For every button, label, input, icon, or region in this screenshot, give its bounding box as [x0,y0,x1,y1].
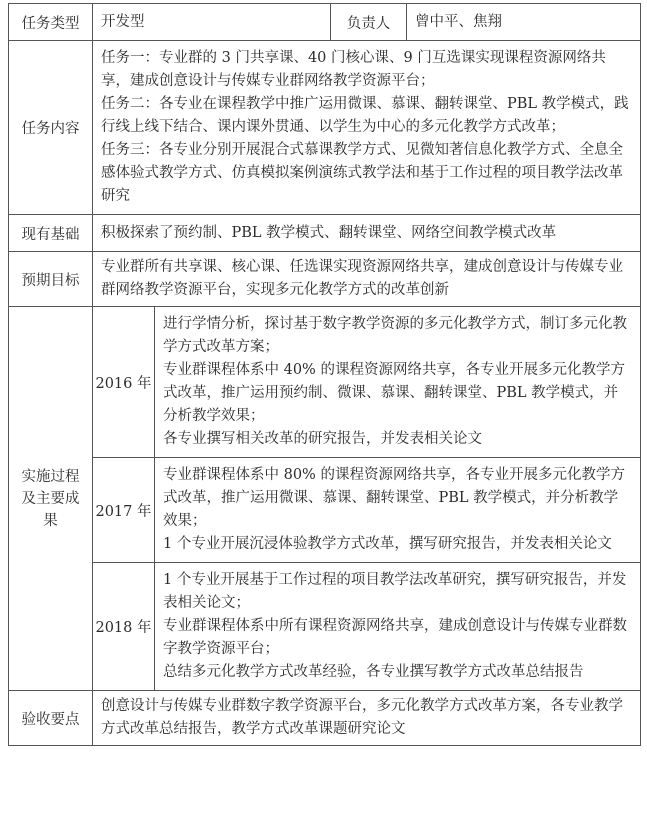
row-existing-basis [9,215,641,252]
owner-value: 曾中平、焦翔 [407,4,641,41]
row-acceptance [9,691,641,746]
existing-basis-label: 现有基础 [9,215,93,252]
year-paragraph: 1 个专业开展基于工作过程的项目教学法改革研究，撰写研究报告，并发表相关论文； [163,572,627,611]
row-process-2016 [9,307,641,458]
year-paragraph: 专业群课程体系中 40% 的课程资源网络共享，各专业开展多元化教学方式改革，推广运用预约制、微课、慕课、翻转课堂、PBL 教学模式，并分析教学效果； [163,362,625,424]
process-label: 实施过程及主要成果 [9,307,93,691]
task-table [8,3,641,746]
task-content-value [93,41,641,215]
task-table-document [8,3,640,746]
existing-basis-value: 积极探索了预约制、PBL 教学模式、翻转课堂、网络空间教学模式改革 [93,215,641,252]
year-paragraph: 各专业撰写相关改革的研究报告，并发表相关论文 [163,431,482,447]
task-content-paragraph: 任务一：专业群的 3 门共享课、40 门核心课、9 门互选课实现课程资源网络共享，建成创意设计与传媒专业群网络教学资源平台； [101,50,606,89]
row-task-type [9,4,641,41]
expected-goal-value: 专业群所有共享课、核心课、任选课实现资源网络共享，建成创意设计与传媒专业群网络教学资源平台，实现多元化教学方式的改革创新 [93,252,641,307]
row-process-2018 [9,563,641,691]
task-content-paragraph: 任务三：各专业分别开展混合式慕课教学方式、见微知著信息化教学方式、全息全感体验式教学方式、仿真模拟案例演练式教学法和基于工作过程的项目教学法改革研究 [101,142,623,204]
year-content [155,458,641,563]
task-type-label: 任务类型 [9,4,93,41]
expected-goal-label: 预期目标 [9,252,93,307]
year-content [155,563,641,691]
acceptance-label: 验收要点 [9,691,93,746]
row-task-content [9,41,641,215]
year-paragraph: 总结多元化教学方式改革经验，各专业撰写教学方式改革总结报告 [163,664,584,680]
year-label: 2016 年 [93,307,155,458]
year-paragraph: 专业群课程体系中 80% 的课程资源网络共享，各专业开展多元化教学方式改革，推广运用微课、慕课、翻转课堂、PBL 教学模式，并分析教学效果； [163,467,625,529]
row-expected-goal [9,252,641,307]
acceptance-value: 创意设计与传媒专业群数字教学资源平台，多元化教学方式改革方案，各专业教学方式改革总结报告，教学方式改革课题研究论文 [93,691,641,746]
year-paragraph: 1 个专业开展沉浸体验教学方式改革，撰写研究报告，并发表相关论文 [163,536,612,552]
year-paragraph: 进行学情分析，探讨基于数字教学资源的多元化教学方式，制订多元化教学方式改革方案； [163,316,627,355]
year-content [155,307,641,458]
task-content-label: 任务内容 [9,41,93,215]
row-process-2017 [9,458,641,563]
year-paragraph: 专业群课程体系中所有课程资源网络共享，建成创意设计与传媒专业群数字教学资源平台； [163,618,627,657]
year-label: 2018 年 [93,563,155,691]
owner-label: 负责人 [331,4,407,41]
task-type-value: 开发型 [93,4,331,41]
year-label: 2017 年 [93,458,155,563]
task-content-paragraph: 任务二：各专业在课程教学中推广运用微课、慕课、翻转课堂、PBL 教学模式，践行线上线下结合、课内课外贯通、以学生为中心的多元化教学方式改革； [101,96,629,135]
